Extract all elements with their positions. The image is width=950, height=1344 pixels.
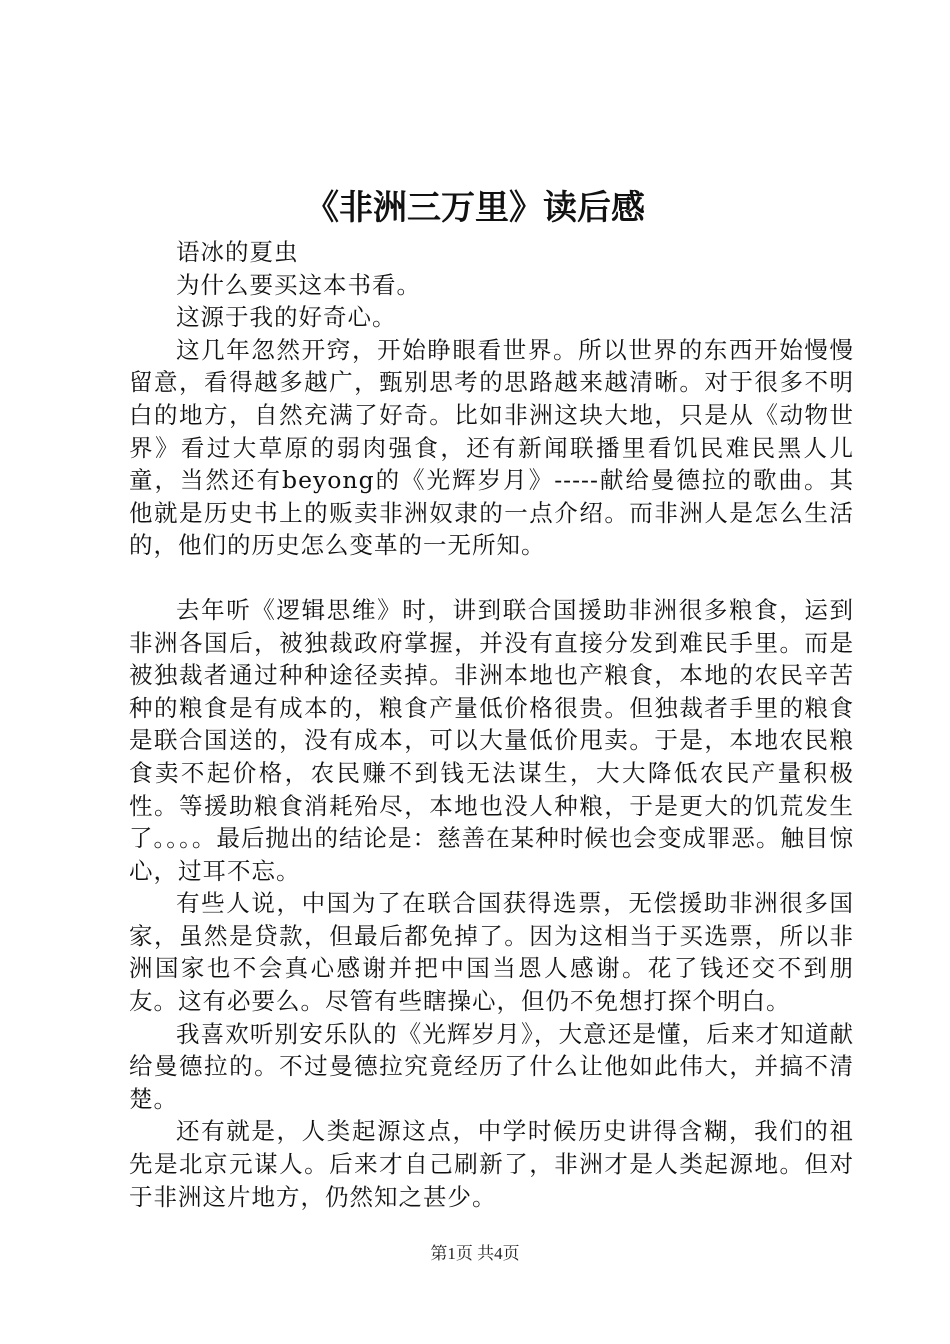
page-footer: 第1页 共4页: [430, 1244, 520, 1263]
paragraph-awakening: 这几年忽然开窍，开始睁眼看世界。所以世界的东西开始慢慢留意，看得越多越广，甄别思考的思路越来越清晰。对于很多不明白的地方，自然充满了好奇。比如非洲这块大地，只是从《动物世界》看过大草原的弱肉强食，还有新闻联播里看饥民难民黑人儿童，当然还有beyong的《光辉岁月》-----献给曼德拉的歌曲。其他就是历史书上的贩卖非洲奴隶的一点介绍。而非洲人是怎么生活的，他们的历史怎么变革的一无所知。: [129, 335, 854, 560]
paragraph-gap: [129, 562, 854, 594]
paragraph-curiosity: 这源于我的好奇心。: [176, 303, 397, 332]
author-line: 语冰的夏虫: [176, 238, 299, 266]
document-title: 《非洲三万里》读后感: [305, 188, 645, 228]
paragraph-food-aid: 去年听《逻辑思维》时，讲到联合国援助非洲很多粮食，运到非洲各国后，被独裁政府掌握，并没有直接分发到难民手里。而是被独裁者通过种种途径卖掉。非洲本地也产粮食，本地的农民辛苦种的粮食是有成本的，粮食产量低价格很贵。但独裁者手里的粮食是联合国送的，没有成本，可以大量低价甩卖。于是，本地农民粮食卖不起价格，农民赚不到钱无法谋生，大大降低农民产量积极性。等援助粮食消耗殆尽，本地也没人种粮，于是更大的饥荒发生了。。。。最后抛出的结论是：慈善在某种时候也会变成罪恶。触目惊心，过耳不忘。: [129, 595, 854, 885]
paragraph-question: 为什么要买这本书看。: [176, 270, 421, 299]
paragraph-human-origin: 还有就是，人类起源这点，中学时候历史讲得含糊，我们的祖先是北京元谋人。后来才自己刷新了，非洲才是人类起源地。但对于非洲这片地方，仍然知之甚少。: [129, 1117, 854, 1211]
document-body: [129, 236, 854, 1213]
paragraph-china-aid: 有些人说，中国为了在联合国获得选票，无偿援助非洲很多国家，虽然是贷款，但最后都免掉了。因为这相当于买选票，所以非洲国家也不会真心感谢并把中国当恩人感谢。花了钱还交不到朋友。这有必要么。尽管有些瞎操心，但仍不免想打探个明白。: [129, 889, 854, 1016]
paragraph-glory-days: 我喜欢听别安乐队的《光辉岁月》，大意还是懂，后来才知道献给曼德拉的。不过曼德拉究竟经历了什么让他如此伟大，并搞不清楚。: [129, 1019, 854, 1113]
